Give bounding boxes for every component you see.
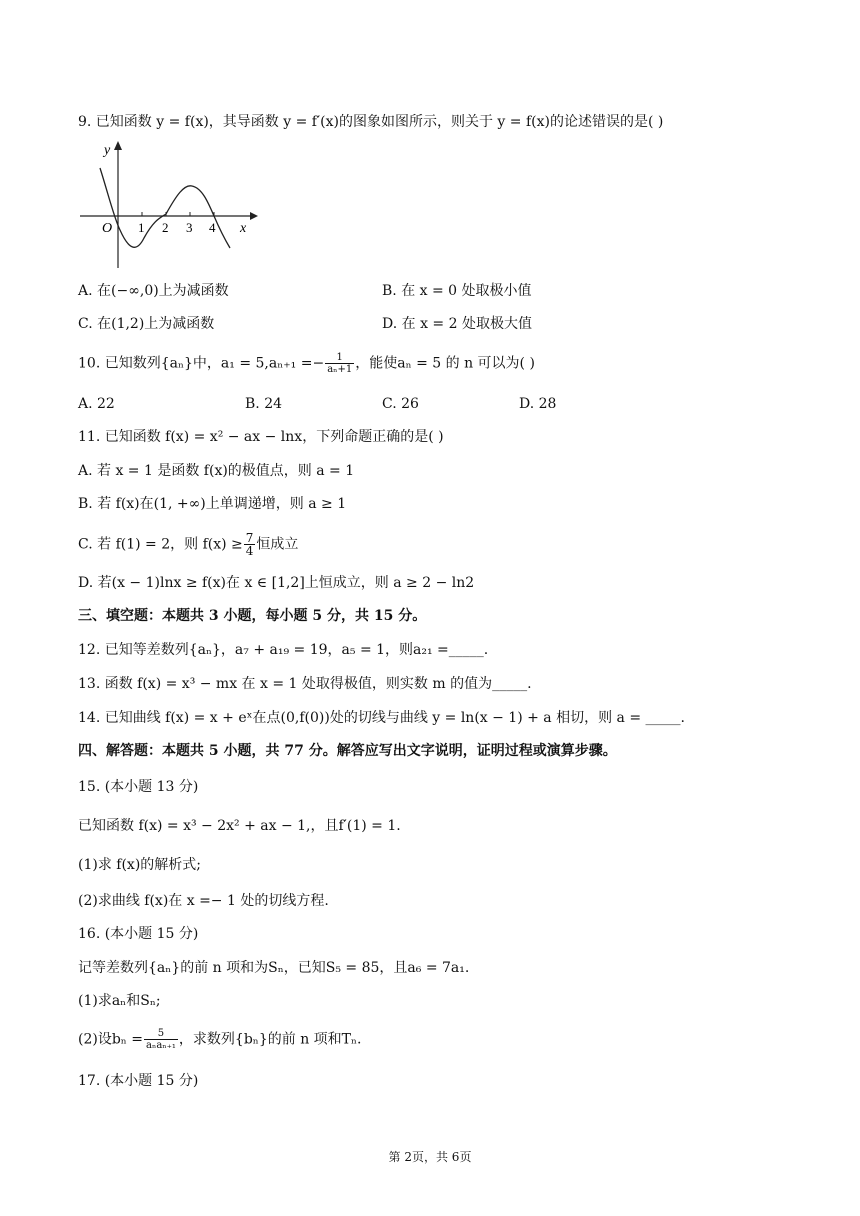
q16-part2 [78, 1028, 362, 1051]
q15-head: 15. (本小题 13 分) [78, 779, 199, 795]
q10-stem [78, 352, 535, 375]
tick-label-2: 2 [162, 220, 169, 235]
q17-head: 17. (本小题 15 分) [78, 1073, 199, 1089]
q11-option-c [78, 532, 298, 557]
q10-option-d: D. 28 [519, 396, 557, 412]
q11-stem: 11. 已知函数 f(x) = x² − ax − lnx，下列命题正确的是( ) [78, 429, 444, 445]
q9-option-c: C. 在(1,2)上为减函数 [78, 316, 215, 332]
q10-option-c: C. 26 [382, 396, 419, 412]
origin-label: O [102, 221, 113, 236]
derivative-curve [100, 168, 230, 248]
q16-fraction-num: 5 [144, 1028, 178, 1040]
q9-option-d: D. 在 x = 2 处取极大值 [382, 316, 532, 332]
q10-option-a: A. 22 [78, 396, 115, 412]
q16-p2-pre: (2)设bₙ = [78, 1031, 144, 1048]
q16-part1: (1)求aₙ和Sₙ; [78, 993, 161, 1009]
y-axis-arrow [114, 141, 122, 150]
q10-fraction-num: 1 [325, 352, 354, 364]
derivative-graph [78, 138, 258, 270]
q9-option-b: B. 在 x = 0 处取极小值 [382, 283, 532, 299]
tick-label-4: 4 [209, 220, 216, 235]
q11-c-fraction-den: 4 [245, 544, 254, 558]
q11-c-pre: C. 若 f(1) = 2，则 f(x) ≥ [78, 536, 243, 553]
q9-stem: 9. 已知函数 y = f(x)，其导函数 y = f′(x)的图象如图所示，则关于 y = f(x)的论述错误的是( ) [78, 114, 664, 130]
q10-fraction-den: aₙ+1 [327, 364, 353, 375]
q10-option-b: B. 24 [245, 396, 283, 412]
q13: 13. 函数 f(x) = x³ − mx 在 x = 1 处取得极值，则实数 m 的值为_____. [78, 676, 532, 692]
q11-option-d: D. 若(x − 1)lnx ≥ f(x)在 x ∈ [1,2]上恒成立，则 a ≥ 2 − ln2 [78, 575, 475, 591]
q16-head: 16. (本小题 15 分) [78, 926, 199, 942]
y-axis-label: y [104, 143, 111, 158]
tick-label-1: 1 [138, 220, 145, 235]
q16-fraction [144, 1028, 178, 1051]
section-4-heading: 四、解答题：本题共 5 小题，共 77 分。解答应写出文字说明，证明过程或演算步骤。 [78, 743, 617, 759]
q11-c-fraction-num: 7 [245, 531, 254, 545]
q11-option-b: B. 若 f(x)在(1, +∞)上单调递增，则 a ≥ 1 [78, 496, 347, 512]
x-axis-label: x [240, 221, 247, 236]
q16-stem: 记等差数列{aₙ}的前 n 项和为Sₙ，已知S₅ = 85，且a₆ = 7a₁. [78, 960, 470, 976]
q16-p2-post: ，求数列{bₙ}的前 n 项和Tₙ. [178, 1031, 362, 1048]
q10-stem-pre: 10. 已知数列{aₙ}中，a₁ = 5,aₙ₊₁ =− [78, 355, 325, 372]
q10-stem-post: ，能使aₙ = 5 的 n 可以为( ) [355, 355, 535, 372]
page-footer: 第 2页，共 6页 [388, 1150, 472, 1164]
q12: 12. 已知等差数列{aₙ}，a₇ + a₁₉ = 19，a₅ = 1，则a₂₁ =_____. [78, 642, 489, 658]
section-3-heading: 三、填空题：本题共 3 小题，每小题 5 分，共 15 分。 [78, 608, 427, 624]
q15-part1: (1)求 f(x)的解析式; [78, 857, 201, 873]
q11-c-post: 恒成立 [256, 536, 299, 553]
x-axis-arrow [250, 212, 258, 220]
tick-label-3: 3 [186, 220, 193, 235]
q10-fraction [325, 352, 354, 375]
q9-option-a: A. 在(−∞,0)上为减函数 [78, 283, 229, 299]
q11-option-a: A. 若 x = 1 是函数 f(x)的极值点，则 a = 1 [78, 463, 355, 479]
q16-fraction-den: aₙaₙ₊₁ [146, 1040, 176, 1051]
q15-part2: (2)求曲线 f(x)在 x =− 1 处的切线方程. [78, 893, 329, 909]
q15-stem: 已知函数 f(x) = x³ − 2x² + ax − 1,，且f′(1) = 1. [78, 818, 401, 834]
q14: 14. 已知曲线 f(x) = x + eˣ在点(0,f(0))处的切线与曲线 y = ln(x − 1) + a 相切，则 a = _____. [78, 710, 685, 726]
q11-c-fraction [244, 532, 256, 557]
